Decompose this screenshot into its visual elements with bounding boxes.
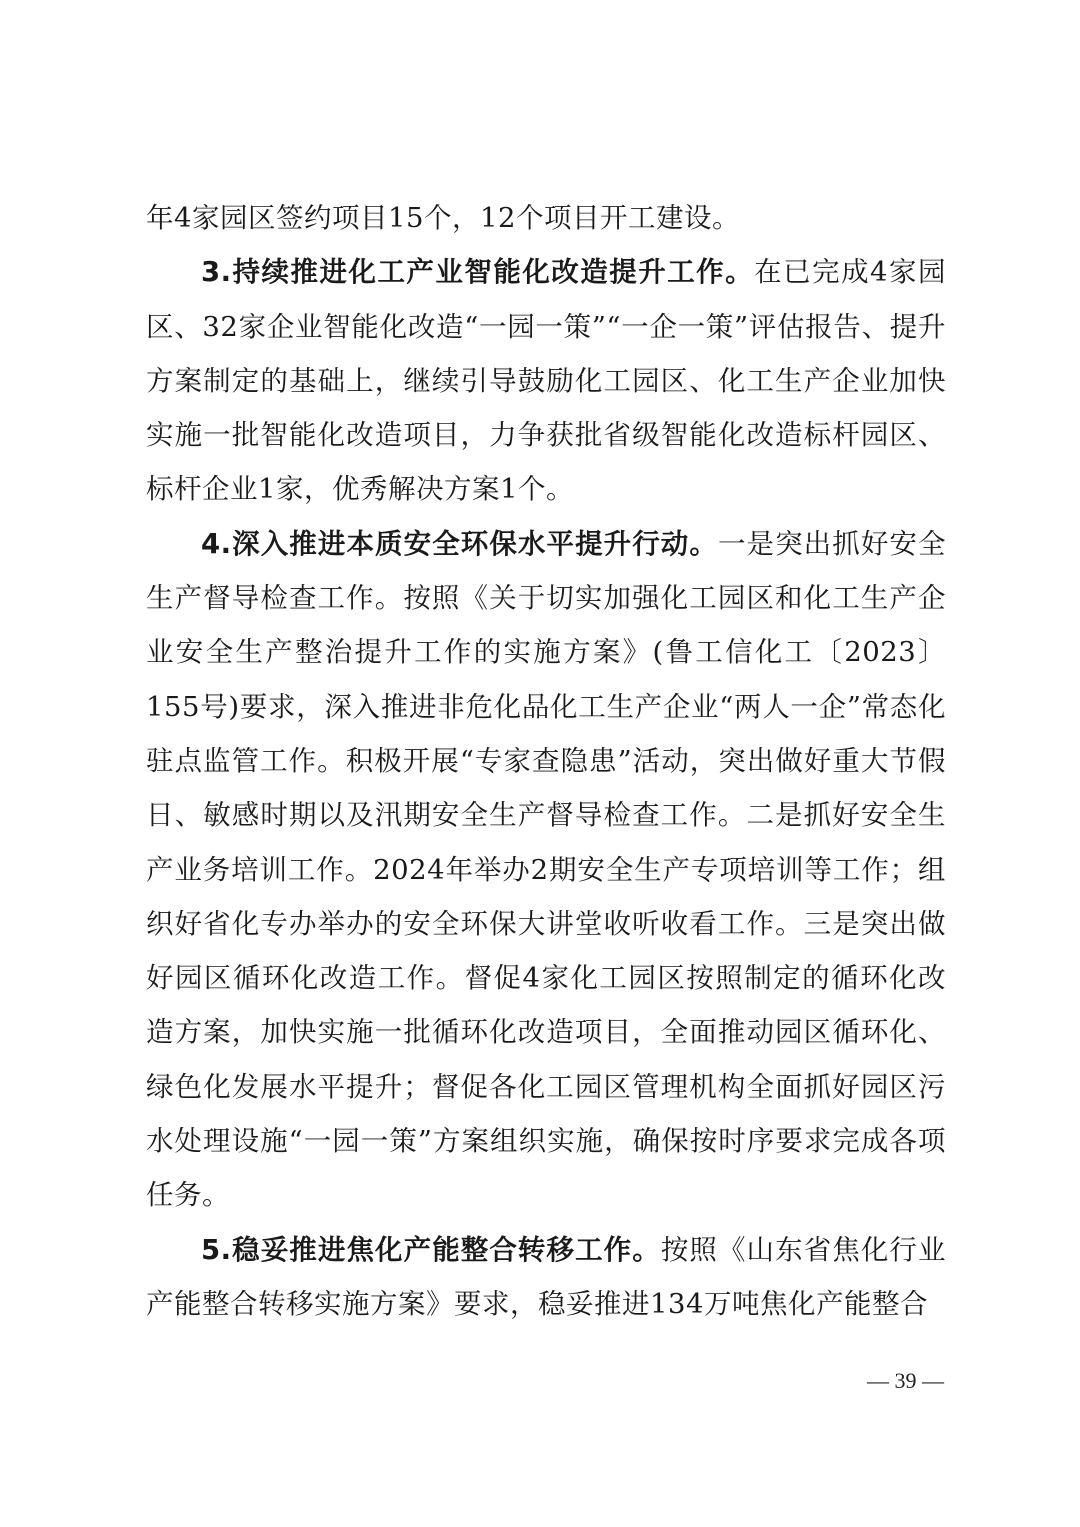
paragraph-4: [146, 1223, 946, 1332]
paragraph-4-heading: 5.稳妥推进焦化产能整合转移工作。: [201, 1233, 661, 1266]
paragraph-3-heading: 4.深入推进本质安全环保水平提升行动。: [201, 527, 718, 560]
page-number: — 39 —: [867, 1368, 944, 1393]
paragraph-2-text: 在已完成4家园区、32家企业智能化改造“一园一策”“一企一策”评估报告、提升方案制定的基础上，继续引导鼓励化工园区、化工生产企业加快实施一批智能化改造项目，力争获批省级智能化改造标杆园区、标杆企业1家，优秀解决方案1个。: [146, 256, 946, 506]
paragraph-3: [146, 517, 946, 1223]
paragraph-2: [146, 245, 946, 516]
paragraph-3-text: 一是突出抓好安全生产督导检查工作。按照《关于切实加强化工园区和化工生产企业安全生产整治提升工作的实施方案》(鲁工信化工〔2023〕155号)要求，深入推进非危化品化工生产企业“两人一企”常态化驻点监管工作。积极开展“专家查隐患”活动，突出做好重大节假日、敏感时期以及汛期安全生产督导检查工作。二是抓好安全生产业务培训工作。2024年举办2期安全生产专项培训等工作；组织好省化专办举办的安全环保大讲堂收听收看工作。三是突出做好园区循环化改造工作。督促4家化工园区按照制定的循环化改造方案，加快实施一批循环化改造项目，全面推动园区循环化、绿色化发展水平提升；督促各化工园区管理机构全面抓好园区污水处理设施“一园一策”方案组织实施，确保按时序要求完成各项任务。: [146, 527, 946, 1212]
paragraph-1-text: 年4家园区签约项目15个，12个项目开工建设。: [146, 202, 740, 234]
paragraph-4-text: 按照《山东省焦化行业产能整合转移实施方案》要求，稳妥推进134万吨焦化产能整合: [146, 1233, 946, 1320]
document-body: [146, 191, 946, 1331]
paragraph-1: [146, 191, 946, 245]
paragraph-2-heading: 3.持续推进化工产业智能化改造提升工作。: [201, 256, 755, 289]
